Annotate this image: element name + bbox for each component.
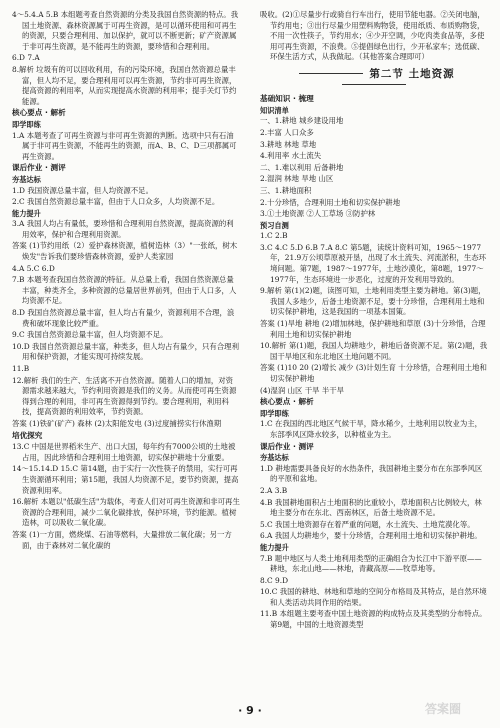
answer-item: 二、1.难以利用 后备耕地 [260, 162, 344, 172]
answer-item: 8.C 9.D [260, 575, 289, 585]
answer-item: 16.解析 本题以"低碳生活"为载体，考查人们对可再生资源和非可再生资源的合理利用，减少二氧化碳排放，保护环境，节约能源。植树造林，可以吸收二氧化碳。 [12, 497, 240, 528]
answer-item: 答案 (1)一方面，燃烧煤、石油等燃料，大量排放二氧化碳；另一方面，由于森林对二氧化碳的 [12, 529, 232, 550]
answer-item: 10.C 我国的耕地、林地和草地的空间分布格局及其特点，是自然环境和人类活动共同作用的结果。 [260, 587, 487, 607]
answer-item: 1.D 我国资源总量丰富，但人均资源不足。 [12, 185, 153, 195]
left-column [12, 10, 240, 552]
section-heading: 课后作业 · 测评 [12, 163, 66, 173]
answer-item: 11.B [12, 364, 30, 373]
answer-item: 3.①土地资源 ②人工草场 ③防护林 [260, 209, 376, 219]
answer-item: 2.十分珍惜，合理利用土地和切实保护耕地 [260, 197, 401, 207]
answer-item: 14～15.14.D 15.C 第14题，由于实行一次性筷子的禁用，实行可再生资源循环利用；第15题，我国人均资源不足，要节约资源，提高资源利用率。 [12, 464, 239, 495]
answer-item: 7.B 本题考查我国自然资源的特征。从总量上看，我国自然资源总量丰富，种类齐全，多种资源的总量居世界前列，但由于人口多，人均资源不足。 [12, 275, 237, 306]
answer-item: 一、1.耕地 城乡建设用地 [260, 116, 344, 126]
answer-item: 4～5.4.A 5.B 本组题考查自然资源的分类及我国自然资源的特点。我国土地资源、森林资源属于可再生资源，是可以循环使用和可再生的资源，只要合理利用、加以保护，就可以不断更新；矿产资源属于非可再生资源，是不能再生的资源，要珍惜和合理利用。 [12, 10, 239, 51]
title-rule-right [342, 84, 406, 85]
subsection-heading: 夯基达标 [12, 174, 41, 184]
answer-item: 答案 (1)10 20 (2)增长 减少 (3)计划生育 十分珍惜，合理利用土地和切实保护耕地 [260, 363, 487, 383]
answer-item: 三、1.耕地面积 [260, 185, 312, 195]
answer-item: 4.B 我国耕地面积占土地面积的比重较小，草地面积占比例较大，林地主要分布在东北、西南林区，后备土地资源不足。 [260, 497, 482, 518]
answer-item: 6.D 7.A [12, 53, 40, 63]
page-number: · 9 · [238, 704, 262, 717]
section-heading: 课后作业 · 测评 [260, 441, 314, 451]
answer-item: 1.D 耕地需要具备良好的水热条件，我国耕地主要分布在东部季风区的平原和盆地。 [260, 463, 483, 484]
subsection-heading: 预习自测 [260, 220, 289, 230]
answer-item: 吸收。(2)①尽量步行或骑自行车出行，使用节能电器。②关闭电脑，节约用电；③出行尽量少用塑料购物袋，使用纸质、布质购物袋，不用一次性筷子，节约用水；④少开空调，少吃肉类食品等，多使用可再生资源，不浪费。⑤提倡绿色出行，少开私家车；选低碳、环保生活方式，从我做起。（其他答案合理即可） [260, 10, 485, 62]
answer-item: 8.D 我国自然资源总量丰富，但人均占有量少，资源利用不合理，浪费和破坏现象比较严重。 [12, 308, 235, 328]
answer-item: 3.耕地 林地 草地 [260, 139, 317, 149]
subsection-heading: 即学即练 [260, 408, 289, 418]
answer-item: 2.C 我国自然资源总量丰富，但由于人口众多，人均资源不足。 [12, 197, 220, 207]
answer-item: 3.C 4.C 5.D 6.B 7.A 8.C 第5题，读统计资料可知，1965～1977年，21.9万公顷草原被开垦，出现了水土流失、河流淤积，生态环境问题。第7题，1987～1977年，土地沙漠化，第8题，1977～1977年，生态环境进一步恶化，过度的开发利用导致的。 [260, 242, 487, 284]
answer-item: 答案 (1)节约用纸（2）爱护森林资源，植树造林（3）"一张纸，树木焕发"告诉我们要珍惜森林资源，爱护人类家园 [12, 241, 238, 262]
answer-item: 12.解析 我们的生产、生活离不开自然资源。随着人口的增加，对资源需求越来越大，节约利用资源是我们的义务。从而使可再生资源得到合理的利用，非可再生资源得到节约。要合理利用，利用科技，提高资源的利用效率，节约资源。 [12, 375, 237, 417]
chapter-title [260, 69, 488, 90]
answer-item: 1.C 2.B [260, 231, 288, 241]
subsection-heading: 知识清单 [260, 105, 289, 115]
answer-item: 4.利用率 水土流失 [260, 151, 322, 161]
subsection-heading: 能力提升 [12, 208, 41, 218]
answer-item: 1.C 在我国的西北地区气候干旱，降水稀少，土地利用以牧业为主，东部季风区降水较多，以种植业为主。 [260, 419, 482, 439]
section-heading: 核心要点 · 解析 [12, 108, 66, 118]
answer-item: 7.B 题中地区与人类土地利用类型的正确组合为长江中下游平原——耕地，东北山地——林地，青藏高原——牧草地等。 [260, 553, 482, 574]
section-heading: 基础知识 · 梳理 [260, 94, 314, 104]
answer-item: 9.解析 第(1)(2)题，读图可知，土地利用类型主要为耕地。第(3)题，我国人多地少，后备土地资源不足，要十分珍惜，合理利用土地和切实保护耕地，这是我国的一项基本国策。 [260, 286, 486, 317]
answer-item: 3.A 我国人均占有量低，要珍惜和合理利用自然资源，提高资源的利用效率，保护和合理利用资源。 [12, 219, 234, 239]
section-heading: 培优探究 [12, 430, 43, 440]
answer-item: 10.D 我国自然资源总量丰富，种类多，但人均占有量少，只有合理利用和保护资源，才能实现可持续发展。 [12, 341, 239, 362]
answer-item: 4.A 5.C 6.D [12, 263, 55, 273]
answer-item: 6.A 我国人均耕地少，要十分珍惜，合理利用土地和切实保护耕地。 [260, 531, 482, 541]
answer-item: 8.解析 垃圾有的可以回收利用，有的污染环境，我国自然资源总量丰富，但人均不足，要合理利用可以再生资源，节约非可再生资源，提高资源的利用率，从而实现提高水资源的利用率；提手关灯节约能源。 [12, 64, 237, 106]
subsection-heading: 即学即练 [12, 119, 41, 129]
answer-item: 2.A 3.B [260, 485, 288, 495]
answer-item: 11.B 本组题主要考查中国土地资源的构成特点及其类型的分布特点。第9题，中国的土地资源类型 [260, 609, 487, 630]
answer-item: 13.C 中国是世界稻米生产、出口大国，每年约有7000公顷的土地被占用，因此珍惜和合理利用土地资源，切实保护耕地十分重要。 [12, 442, 236, 462]
chapter-title-text: 第二节 土地资源 [369, 67, 455, 80]
answer-item: 1.A 本题考查了可再生资源与非可再生资源的判断。选项中只有石油属于非可再生资源，不能再生的资源，而A、B、C、D三项都属可再生资源。 [12, 130, 237, 161]
answer-item: 2.丰富 人口众多 [260, 127, 314, 137]
answer-item: 答案 (1)旱地 耕地 (2)增加林地，保护耕地和草原 (3)十分珍惜，合理利用土地和切实保护耕地 [260, 319, 486, 339]
subsection-heading: 夯基达标 [260, 453, 289, 463]
section-heading: 核心要点 · 解析 [260, 397, 314, 407]
answer-item: (4)湿润 山区 干旱 半干旱 [260, 385, 345, 395]
answer-item: 答案 (1)铁矿(矿产) 森林 (2)太阳能发电 (3)过度捕捞实行休渔期 [12, 418, 222, 428]
answer-item: 9.C 我国自然资源总量丰富，但人均资源不足。 [12, 330, 168, 340]
watermark-logo: 答案圈 [425, 702, 462, 716]
answer-item: 5.C 我国土地资源存在着严重的问题，水土流失、土地荒漠化等。 [260, 519, 475, 529]
answer-item: 2.湿润 林地 旱地 山区 [260, 174, 334, 184]
subsection-heading: 能力提升 [260, 542, 289, 552]
answer-item: 10.解析 第(1)题，我国人均耕地少，耕地后备资源不足。第(2)题，我国干旱地区和东北地区土地问题不同。 [260, 341, 488, 361]
right-column [260, 10, 488, 632]
title-rule-left [299, 73, 363, 74]
